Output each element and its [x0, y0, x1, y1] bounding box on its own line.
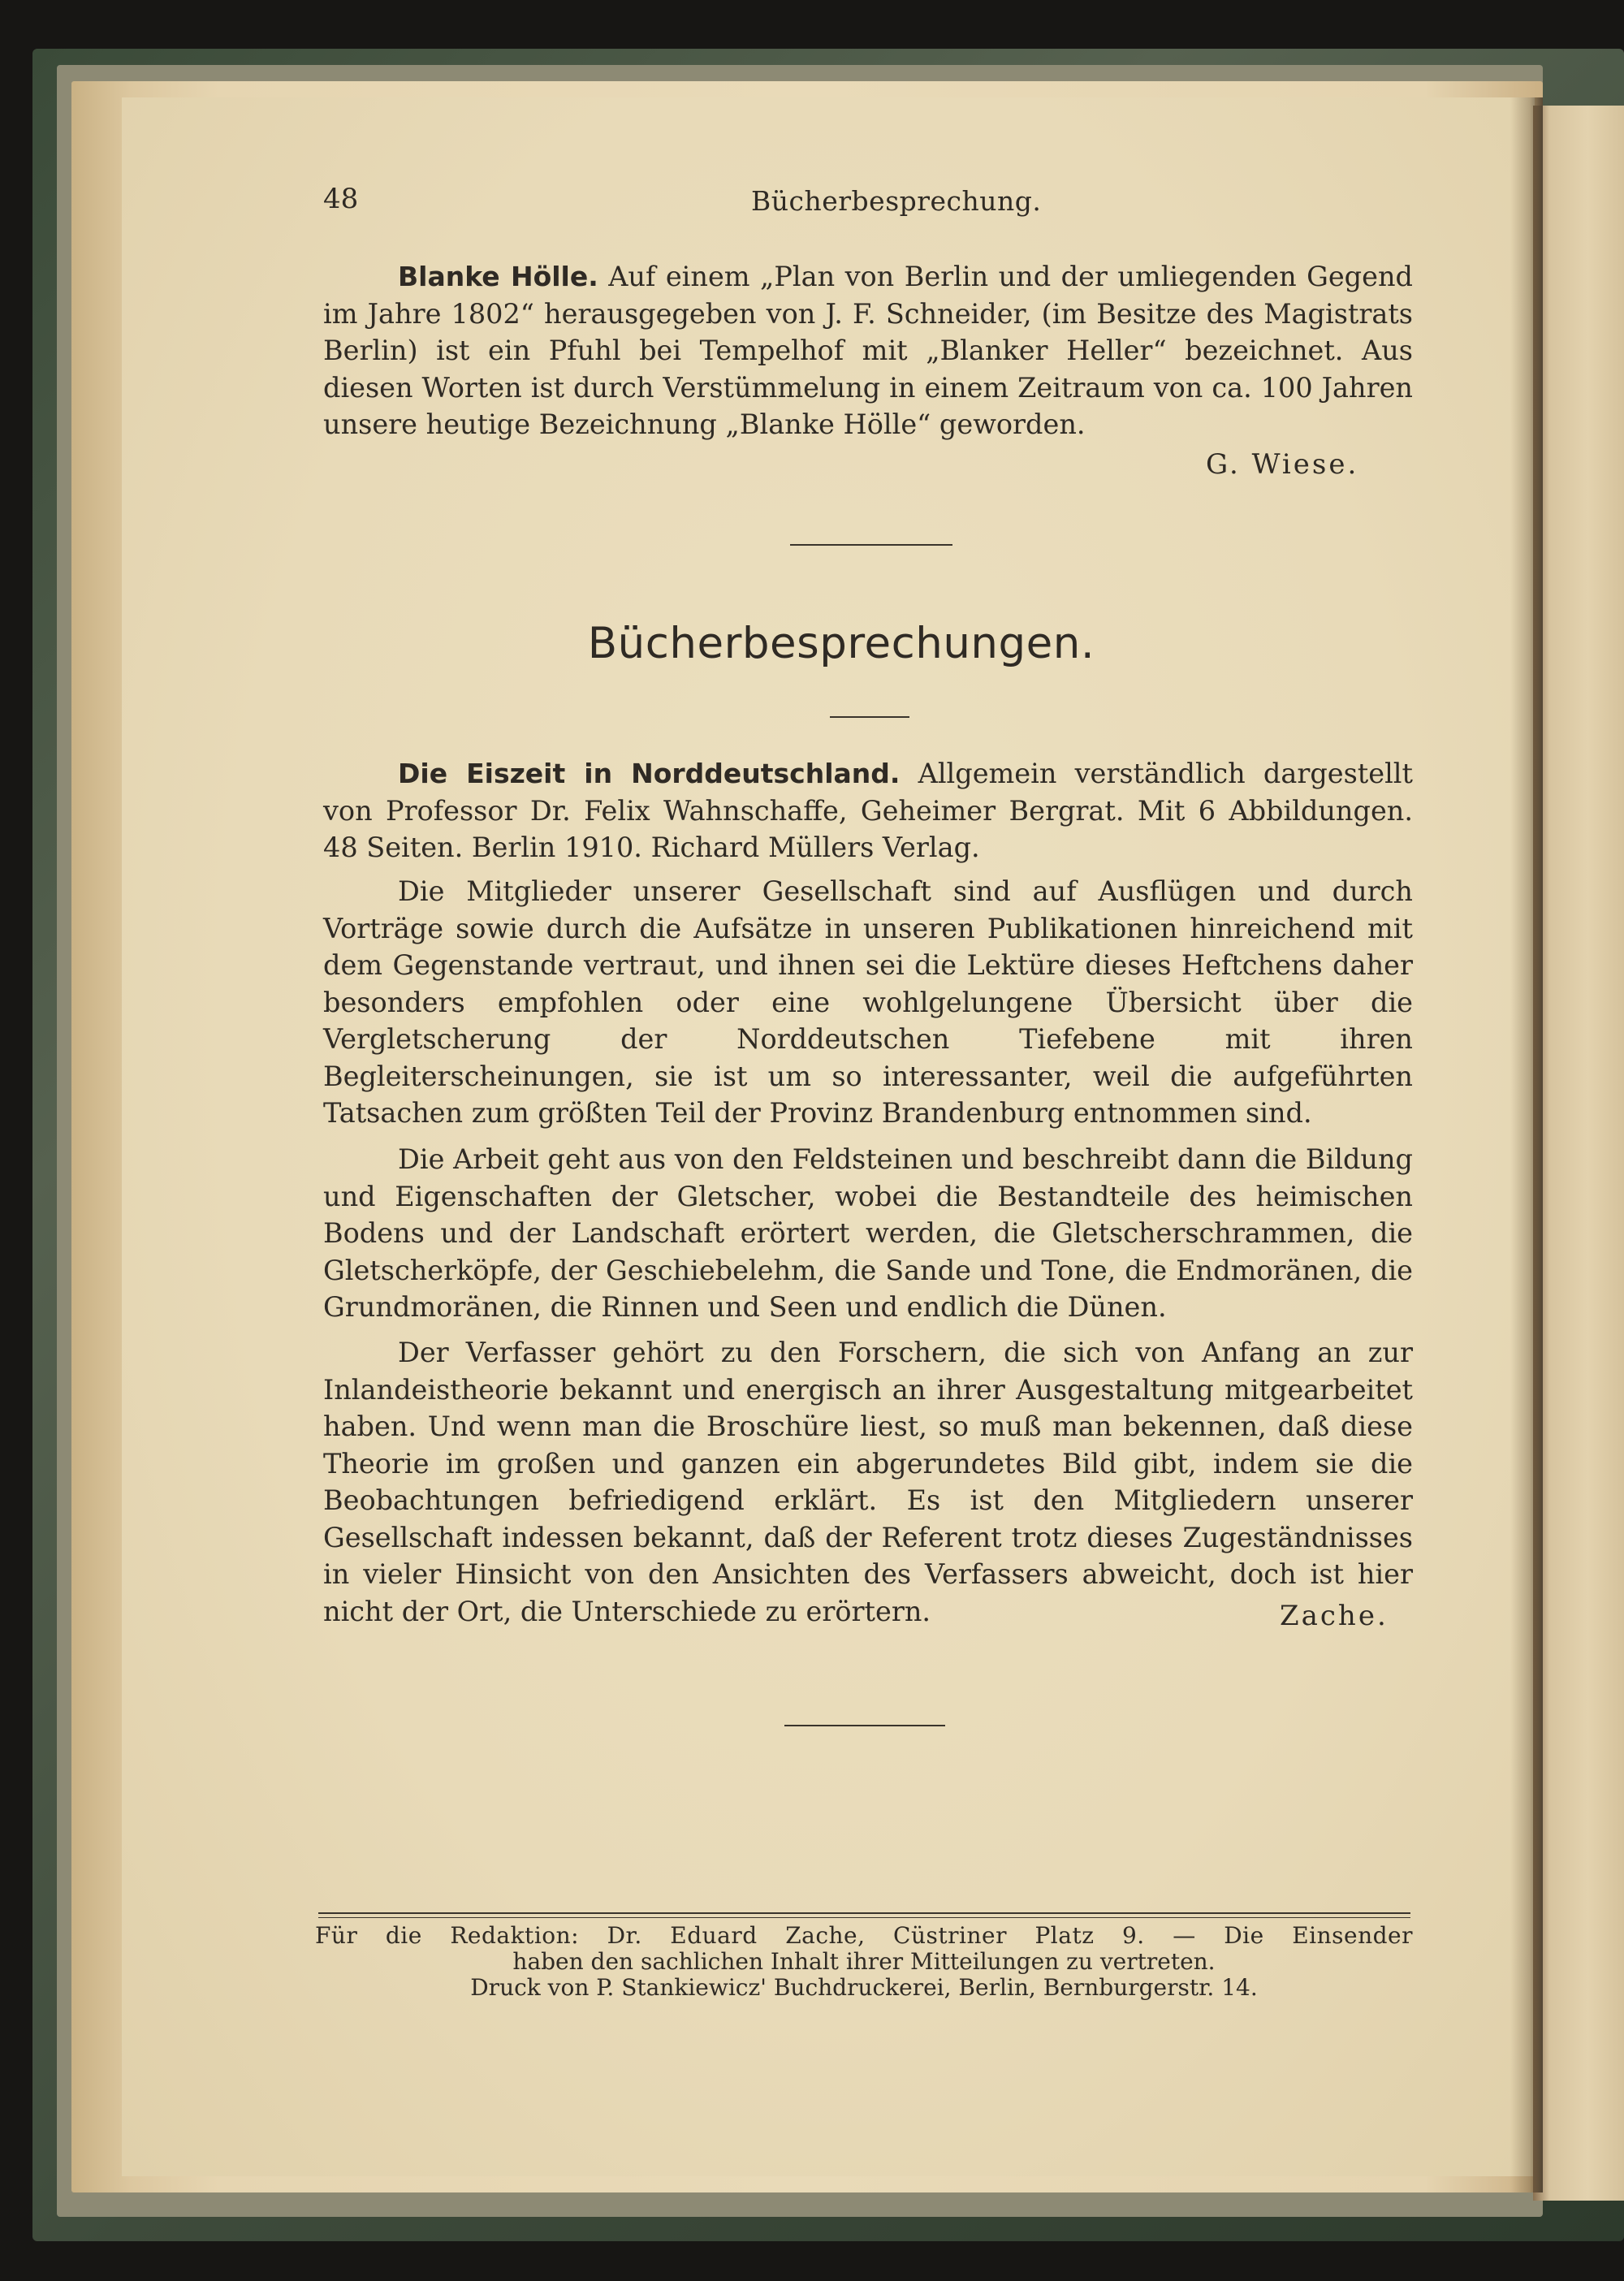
footer-rule-bottom [318, 1917, 1410, 1918]
review-paragraph-1: Die Mitglieder unserer Gesellschaft sind auf Ausflügen und durch Vorträge sowie durch die Aufsätze in unseren Publikationen hinreichend mit dem Gegenstande vertraut, und ihnen sei die Lektüre dieses Heftchens daher besonders empfohlen oder eine wohlgelungene Übersicht über die Vergletscherung der Norddeutschen Tiefebene mit ihren Begleiterscheinungen, sie ist um so interessanter, weil die aufgeführten Tatsachen zum größten Teil der Provinz Brandenburg entnommen sind. [323, 875, 1413, 1129]
review-paragraph-2: Die Arbeit geht aus von den Feldsteinen und beschreibt dann die Bildung und Eigenschaften der Gletscher, wobei die Bestandteile des heimischen Bodens und der Landschaft erörtert werden, die Gletscherschrammen, die Gletscherköpfe, der Geschiebelehm, die Sande und Tone, die Endmoränen, die Grundmoränen, die Rinnen und Seen und endlich die Dünen. [323, 1143, 1413, 1323]
end-rule [784, 1725, 945, 1726]
section-heading [0, 619, 1624, 668]
heading-underline-rule [830, 716, 909, 718]
review-header [323, 755, 1413, 866]
note-signature: G. Wiese. [1206, 448, 1359, 481]
review-signature: Zache. [1280, 1600, 1389, 1632]
running-title: Bücherbesprechung. [751, 185, 1042, 217]
review-paragraph-3: Der Verfasser gehört zu den Forschern, die sich von Anfang an zur Inlandeistheorie bekannt und energisch an ihrer Ausgestaltung mitgearbeitet haben. Und wenn man die Broschüre liest, so muß man bekennen, daß diese Theorie im großen und ganzen ein abgerundetes Bild gibt, indem sie die Beobachtungen befriedigend erklärt. Es ist den Mitgliedern unserer Gesellschaft indessen bekannt, daß der Referent trotz dieses Zugeständnisses in vieler Hinsicht von den Ansichten des Verfassers abweicht, doch ist hier nicht der Ort, die Unterschiede zu erörtern. [323, 1337, 1413, 1627]
review-citation: Allgemein verständlich dargestellt von Professor Dr. Felix Wahnschaffe, Geheimer Bergrat. Mit 6 Abbildungen. 48 Seiten. Berlin 1910. Richard Müllers Verlag. [323, 758, 1413, 863]
footer-imprint [315, 1923, 1413, 2001]
note-paragraph [323, 258, 1413, 443]
footer-line-3: Druck von P. Stankiewicz' Buchdruckerei, Berlin, Bernburgerstr. 14. [470, 1974, 1258, 2001]
book-gutter-shadow [1510, 97, 1543, 2192]
page-number: 48 [323, 183, 359, 215]
footer-line-2: haben den sachlichen Inhalt ihrer Mitteilungen zu vertreten. [512, 1948, 1216, 1975]
footer-rule-top [318, 1912, 1410, 1914]
separator-rule [790, 544, 952, 546]
review-title: Die Eiszeit in Norddeutschland. [398, 758, 901, 789]
footer-line-1: Für die Redaktion: Dr. Eduard Zache, Cüstriner Platz 9. — Die Einsender [315, 1922, 1413, 1949]
section-heading-text: Bücherbesprechungen. [587, 619, 1095, 668]
note-text: Auf einem „Plan von Berlin und der umliegenden Gegend im Jahre 1802“ herausgegeben von J. F. Schneider, (im Besitze des Magistrats Berlin) ist ein Pfuhl bei Tempelhof mit „Blanker Heller“ bezeichnet. Aus diesen Worten ist durch Verstümmelung in einem Zeitraum von ca. 100 Jahren unsere heutige Bezeichnung „Blanke Hölle“ geworden. [323, 261, 1413, 440]
facing-page-edge [1533, 106, 1624, 2201]
note-title: Blanke Hölle. [398, 261, 598, 292]
